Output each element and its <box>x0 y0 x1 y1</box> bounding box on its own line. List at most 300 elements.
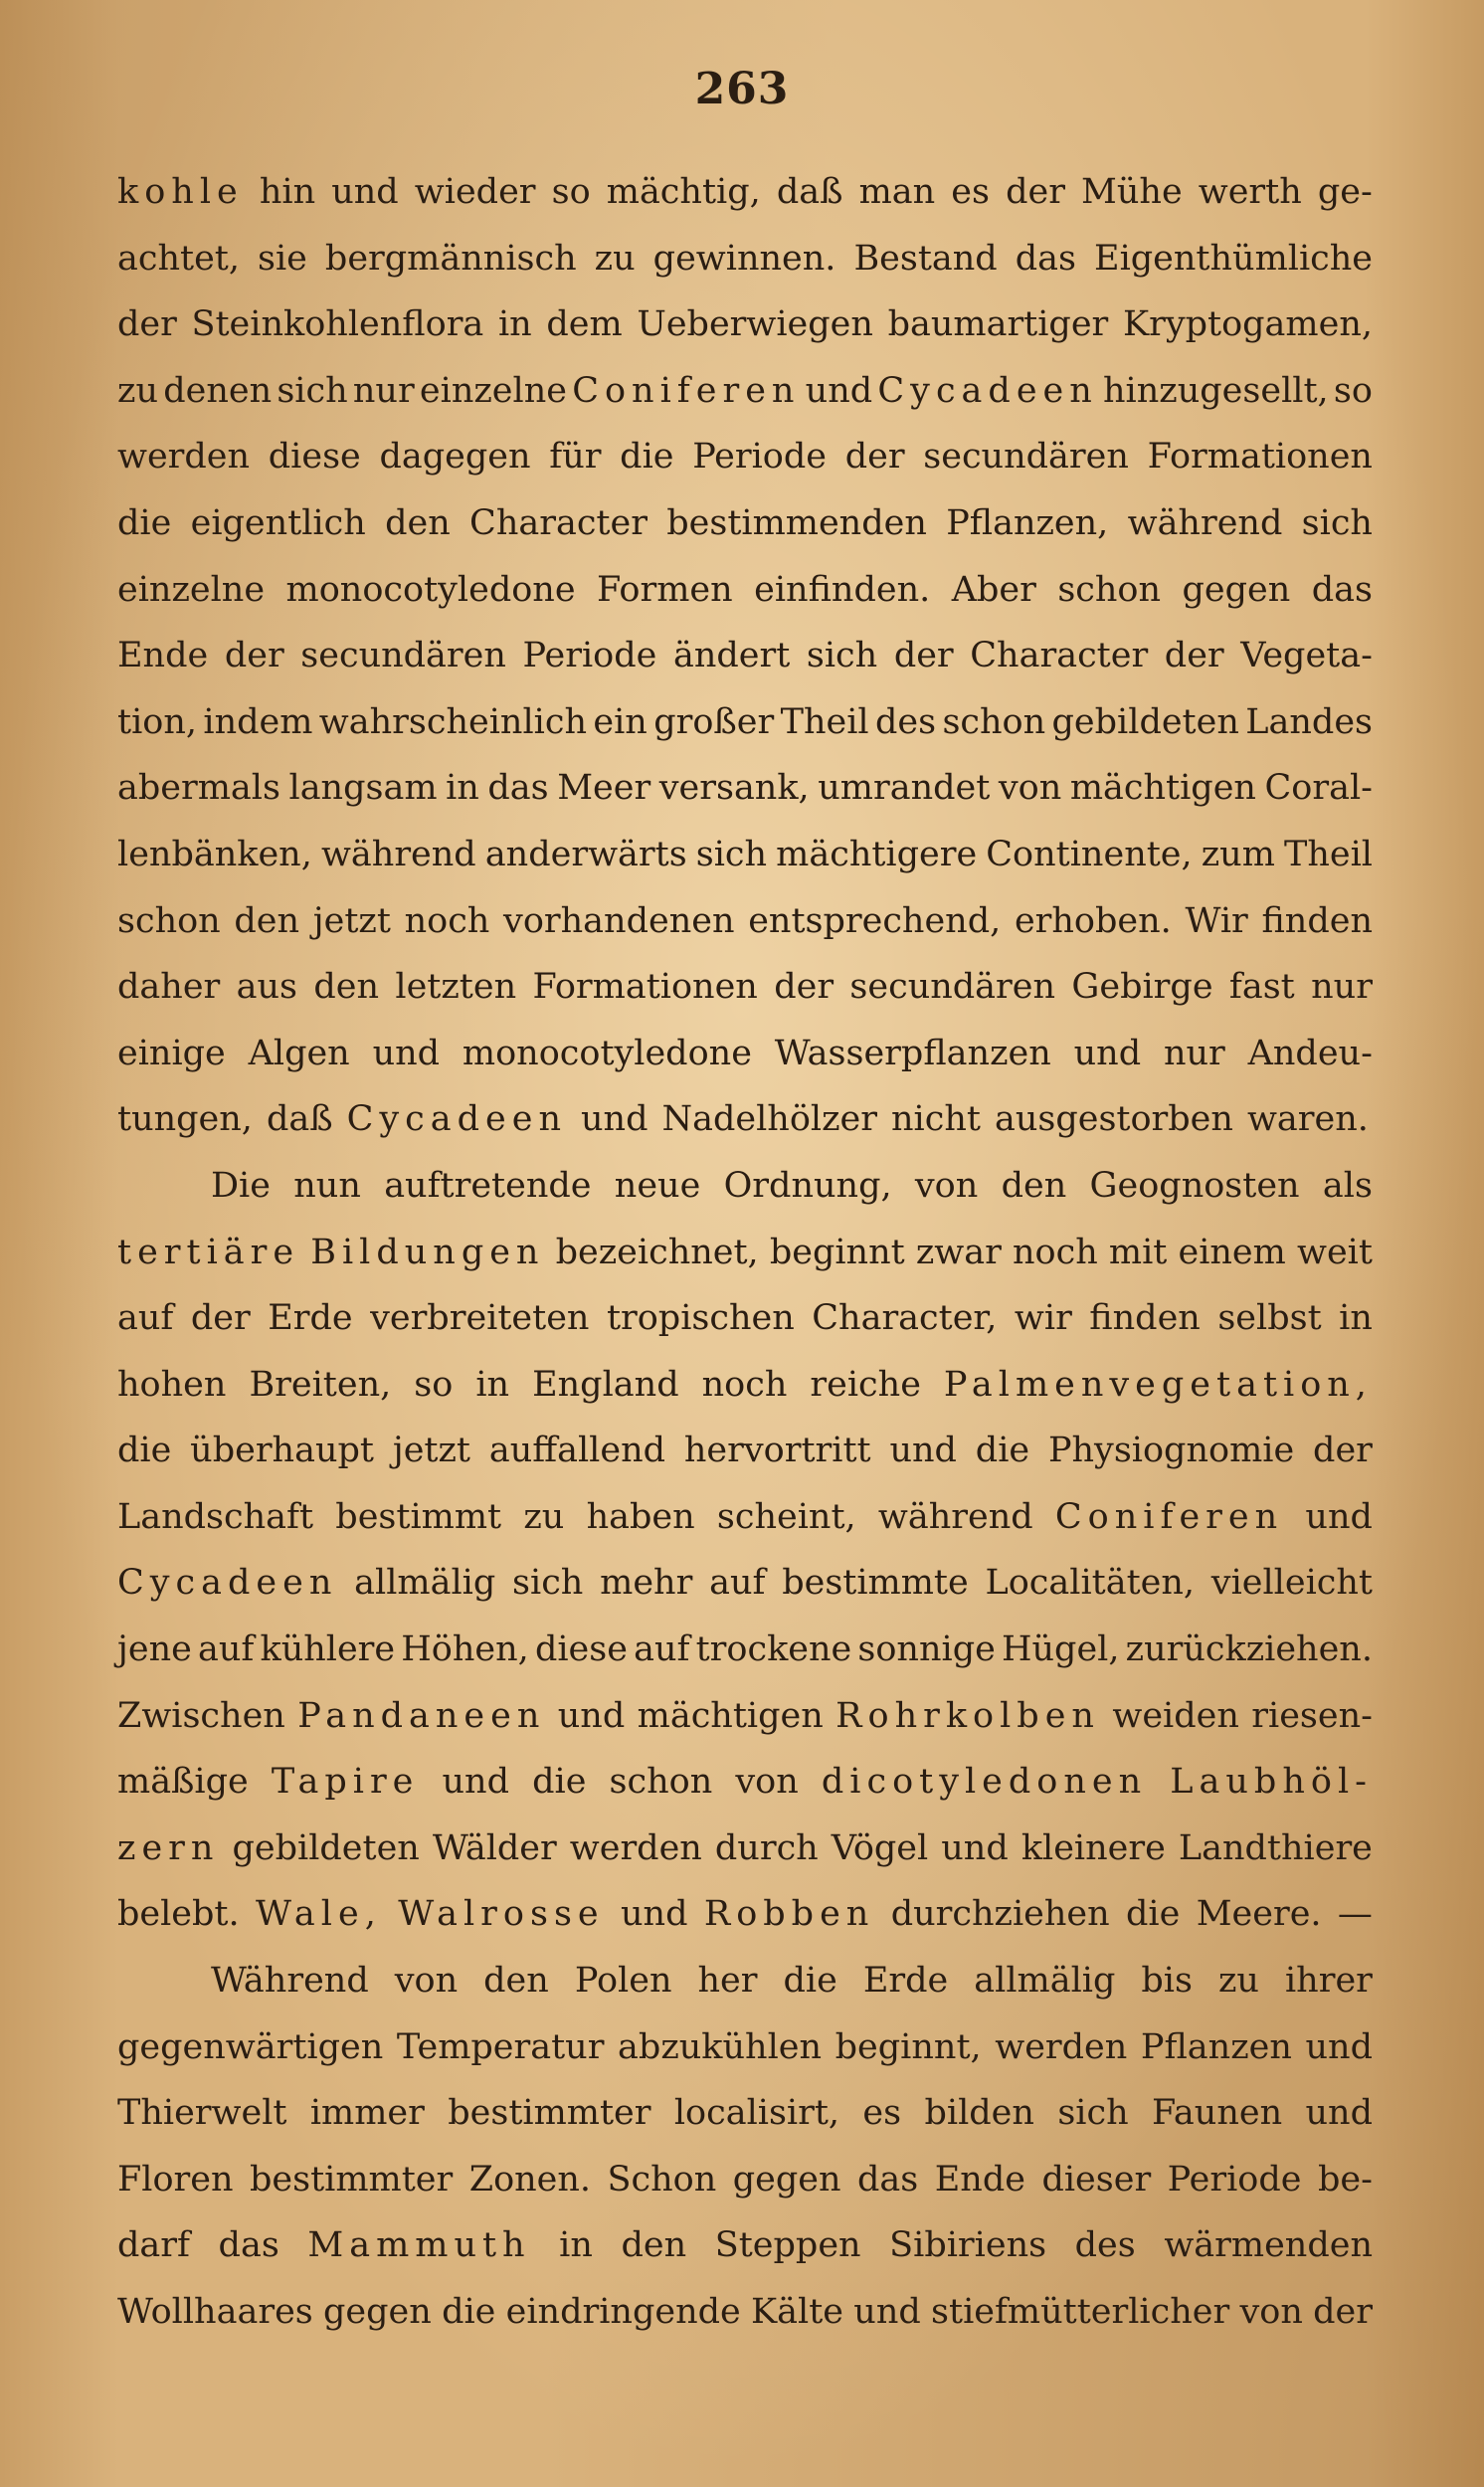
word: und <box>581 1099 649 1140</box>
word: einem <box>1178 1232 1286 1272</box>
word: mächtigen <box>637 1695 824 1736</box>
word: Theil <box>780 701 869 742</box>
word: und <box>331 172 399 212</box>
word: überhaupt <box>190 1431 374 1471</box>
word: Breiten, <box>249 1364 392 1405</box>
text-line <box>117 358 1373 425</box>
word: der <box>844 437 905 478</box>
word: ge- <box>1317 172 1373 212</box>
text-line <box>117 1086 1373 1153</box>
word: kohle <box>117 172 244 212</box>
word: den <box>234 900 300 941</box>
text-line <box>117 1617 1373 1683</box>
word: Walrosse <box>398 1894 605 1935</box>
word: dem <box>546 304 623 345</box>
word: Thierwelt <box>117 2093 287 2134</box>
word: daß <box>776 172 843 212</box>
word: scheint, <box>716 1496 856 1537</box>
word: monocotyledone <box>462 1033 752 1073</box>
text-line <box>117 1285 1373 1352</box>
word: hinzugesellt, <box>1103 370 1329 411</box>
word: Gebirge <box>1071 967 1213 1008</box>
word: Continente, <box>986 834 1193 874</box>
word: baumartiger <box>887 304 1109 345</box>
word: gebildeten <box>232 1827 420 1868</box>
word: Kälte <box>751 2292 844 2332</box>
word: in <box>1339 1298 1373 1339</box>
word: Landschaft <box>117 1496 314 1537</box>
word: jetzt <box>392 1431 470 1471</box>
word: Zwischen <box>117 1695 285 1736</box>
word: mit <box>1108 1232 1168 1272</box>
word: Coniferen <box>1054 1496 1284 1537</box>
word: secundären <box>849 967 1056 1008</box>
word: weit <box>1296 1232 1373 1272</box>
word: dagegen <box>379 437 531 478</box>
word: Cycadeen <box>117 1563 338 1604</box>
word: jetzt <box>312 900 391 941</box>
word: auftretende <box>384 1165 592 1206</box>
word: stiefmütterlicher <box>931 2292 1230 2332</box>
word: Erde <box>268 1298 353 1339</box>
word: und <box>1073 1033 1142 1073</box>
word: Eigenthümliche <box>1094 238 1373 279</box>
word: schon <box>609 1762 713 1803</box>
word: verbreiteten <box>370 1298 590 1339</box>
word: durchziehen <box>890 1894 1110 1935</box>
text-line <box>117 1418 1373 1484</box>
word: anderwärts <box>484 834 687 874</box>
word: trockene <box>695 1629 852 1670</box>
word: und <box>442 1762 510 1803</box>
word: tungen, <box>117 1099 253 1140</box>
word: England <box>532 1364 679 1405</box>
text-line <box>117 159 1373 226</box>
word: und <box>941 1827 1009 1868</box>
text-line <box>117 1153 1373 1220</box>
word: den <box>1001 1165 1067 1206</box>
word: diese <box>534 1629 628 1670</box>
word: — <box>1337 1894 1373 1935</box>
text-line <box>117 1220 1373 1286</box>
word: Sibiriens <box>889 2225 1047 2266</box>
word: und <box>620 1894 688 1935</box>
word: Meere. <box>1196 1894 1322 1935</box>
text-line <box>117 1550 1373 1617</box>
word: ausgestorben <box>994 1099 1233 1140</box>
word: gegen <box>732 2159 841 2200</box>
word: Floren <box>117 2159 234 2200</box>
word: Hügel, <box>1001 1629 1120 1670</box>
word: dicotyledonen <box>821 1762 1148 1803</box>
word: während <box>877 1496 1033 1537</box>
text-line <box>117 1749 1373 1816</box>
word: die <box>442 2292 496 2332</box>
word: Vegeta- <box>1240 636 1373 676</box>
word: noch <box>701 1364 788 1405</box>
word: und <box>372 1033 441 1073</box>
word: bilden <box>924 2093 1034 2134</box>
word: Landes <box>1245 701 1373 742</box>
word: den <box>385 502 451 543</box>
word: in <box>446 768 479 809</box>
word: Pflanzen, <box>946 502 1109 543</box>
word: Faunen <box>1152 2093 1283 2134</box>
word: Formationen <box>1147 437 1373 478</box>
word: und <box>1305 2093 1373 2134</box>
word: Vögel <box>831 1827 929 1868</box>
word: finden <box>1261 900 1373 941</box>
word: es <box>862 2093 902 2134</box>
word: während <box>1127 502 1283 543</box>
word: wahrscheinlich <box>318 701 587 742</box>
word: nur <box>352 370 415 411</box>
word: Ordnung, <box>723 1165 892 1206</box>
word: Zonen. <box>468 2159 592 2200</box>
word: sie <box>258 238 307 279</box>
word: ändert <box>672 636 791 676</box>
word: das <box>218 2225 279 2266</box>
word: selbst <box>1217 1298 1322 1339</box>
word: Physiognomie <box>1047 1431 1295 1471</box>
word: umrandet <box>818 768 991 809</box>
word: vorhandenen <box>503 900 735 941</box>
word: Cycadeen <box>877 370 1098 411</box>
word: weiden <box>1112 1695 1239 1736</box>
word: secundären <box>923 437 1129 478</box>
word: sich <box>806 636 878 676</box>
word: versank, <box>658 768 810 809</box>
text-line <box>117 623 1373 689</box>
text-line <box>117 2014 1373 2081</box>
word: bestimmter <box>448 2093 651 2134</box>
word: der <box>1313 1431 1373 1471</box>
text-line <box>117 2080 1373 2147</box>
word: so <box>1333 370 1373 411</box>
word: bestimmt <box>335 1496 502 1537</box>
word: waren. <box>1246 1099 1369 1140</box>
word: von <box>998 768 1062 809</box>
text-line <box>117 291 1373 358</box>
word: auf <box>634 1629 690 1670</box>
word: der <box>1313 2292 1373 2332</box>
word: Aber <box>951 569 1036 610</box>
word: sich <box>277 370 348 411</box>
word: Algen <box>248 1033 350 1073</box>
word: Landthiere <box>1178 1827 1373 1868</box>
word: allmälig <box>974 1961 1116 2002</box>
word: Nadelhölzer <box>661 1099 877 1140</box>
word: Wir <box>1185 900 1248 941</box>
word: haben <box>586 1496 695 1537</box>
text-line <box>117 1948 1373 2014</box>
word: von <box>1239 2292 1303 2332</box>
word: den <box>621 2225 687 2266</box>
word: bestimmte <box>782 1563 969 1604</box>
word: der <box>224 636 284 676</box>
text-line <box>117 1816 1373 1882</box>
word: mächtigen <box>1069 768 1256 809</box>
word: dieser <box>1041 2159 1152 2200</box>
word: Polen <box>574 1961 672 2002</box>
body-text <box>117 159 1373 2346</box>
word: Wasserpflanzen <box>774 1033 1051 1073</box>
text-line <box>117 1881 1373 1948</box>
word: als <box>1322 1165 1373 1206</box>
word: Periode <box>522 636 657 676</box>
text-line <box>117 2212 1373 2279</box>
word: beginnt <box>769 1232 905 1272</box>
word: mehr <box>600 1563 693 1604</box>
word: nur <box>1311 967 1373 1008</box>
word: das <box>487 768 549 809</box>
word: bergmännisch <box>324 238 577 279</box>
word: erhoben. <box>1014 900 1172 941</box>
word: Formationen <box>532 967 758 1008</box>
word: Wälder <box>432 1827 557 1868</box>
word: denen <box>163 370 273 411</box>
word: Erde <box>862 1961 949 2002</box>
word: der <box>1006 172 1065 212</box>
word: Wollhaares <box>117 2292 313 2332</box>
word: bis <box>1141 1961 1193 2002</box>
word: Robben <box>703 1894 875 1935</box>
word: und <box>889 1431 957 1471</box>
word: sich <box>695 834 768 874</box>
page-number: 263 <box>694 64 790 114</box>
word: auf <box>709 1563 766 1604</box>
word: immer <box>309 2093 425 2134</box>
word: nun <box>293 1165 361 1206</box>
word: das <box>1311 569 1373 610</box>
word: wärmenden <box>1164 2225 1373 2266</box>
word: gegen <box>323 2292 432 2332</box>
text-line <box>117 2147 1373 2213</box>
word: Mammuth <box>307 2225 531 2266</box>
word: Palmenvegetation, <box>943 1364 1373 1405</box>
word: der <box>893 636 954 676</box>
word: eindringende <box>505 2292 741 2332</box>
word: tropischen <box>606 1298 795 1339</box>
text-line <box>117 954 1373 1021</box>
word: die <box>620 437 674 478</box>
word: jene <box>117 1629 192 1670</box>
word: mächtigere <box>776 834 978 874</box>
word: Localitäten, <box>985 1563 1196 1604</box>
word: belebt. <box>117 1894 240 1935</box>
word: einzelne <box>419 370 567 411</box>
word: letzten <box>395 967 517 1008</box>
word: Höhen, <box>401 1629 529 1670</box>
text-line <box>117 689 1373 756</box>
word: gebildeten <box>1051 701 1239 742</box>
word: finden <box>1089 1298 1201 1339</box>
word: Mühe <box>1081 172 1183 212</box>
word: wir <box>1014 1298 1072 1339</box>
word: ein <box>593 701 648 742</box>
word: localisirt, <box>673 2093 840 2134</box>
word: zu <box>594 238 636 279</box>
word: tertiäre <box>117 1232 300 1272</box>
text-line <box>117 2279 1373 2346</box>
word: in <box>497 304 532 345</box>
word: Ende <box>117 636 209 676</box>
word: kleinere <box>1020 1827 1166 1868</box>
word: be- <box>1317 2159 1373 2200</box>
word: die <box>117 502 172 543</box>
word: in <box>559 2225 593 2266</box>
word: das <box>1015 238 1076 279</box>
word: von <box>394 1961 459 2002</box>
word: einfinden. <box>754 569 931 610</box>
text-line <box>117 888 1373 955</box>
word: der <box>190 1298 251 1339</box>
word: des <box>874 701 937 742</box>
word: werden <box>995 2026 1128 2067</box>
word: Character <box>469 502 648 543</box>
word: diese <box>268 437 361 478</box>
word: Periode <box>692 437 827 478</box>
word: einzelne <box>117 569 266 610</box>
word: auf <box>197 1629 255 1670</box>
text-line <box>117 490 1373 557</box>
word: sich <box>512 1563 584 1604</box>
word: reiche <box>810 1364 921 1405</box>
word: sich <box>1057 2093 1129 2134</box>
word: die <box>975 1431 1030 1471</box>
word: schon <box>117 900 221 941</box>
word: gewinnen. <box>652 238 836 279</box>
word: beginnt, <box>835 2026 982 2067</box>
word: Character, <box>812 1298 998 1339</box>
word: sich <box>1301 502 1373 543</box>
word: Wale, <box>255 1894 382 1935</box>
word: zu <box>117 370 158 411</box>
word: bestimmter <box>250 2159 454 2200</box>
word: riesen- <box>1251 1695 1373 1736</box>
word: mäßige <box>117 1762 249 1803</box>
word: zern <box>117 1827 220 1868</box>
word: und <box>805 370 873 411</box>
word: den <box>483 1961 549 2002</box>
word: aus <box>236 967 297 1008</box>
word: Laubhöl- <box>1170 1762 1373 1803</box>
word: Bildungen <box>310 1232 545 1272</box>
word: indem <box>203 701 313 742</box>
word: so <box>414 1364 454 1405</box>
word: Periode <box>1167 2159 1302 2200</box>
word: des <box>1074 2225 1136 2266</box>
word: der <box>774 967 835 1008</box>
word: secundären <box>300 636 506 676</box>
word: Steinkohlenflora <box>191 304 484 345</box>
word: und <box>557 1695 626 1736</box>
word: noch <box>1012 1232 1098 1272</box>
word: Pflanzen <box>1140 2026 1292 2067</box>
word: auf <box>117 1298 174 1339</box>
text-line <box>117 424 1373 490</box>
word: Bestand <box>853 238 998 279</box>
text-line <box>117 1484 1373 1551</box>
word: von <box>735 1762 799 1803</box>
word: in <box>475 1364 510 1405</box>
word: lenbänken, <box>117 834 312 874</box>
word: sonnige <box>857 1629 996 1670</box>
word: Rohrkolben <box>835 1695 1100 1736</box>
word: schon <box>1057 569 1162 610</box>
word: noch <box>404 900 490 941</box>
word: abermals <box>117 768 280 809</box>
word: zu <box>1217 1961 1259 2002</box>
word: Theil <box>1284 834 1373 874</box>
word: die <box>783 1961 837 2002</box>
text-line <box>117 755 1373 822</box>
word: zu <box>523 1496 565 1537</box>
text-line <box>117 226 1373 292</box>
word: Schon <box>607 2159 717 2200</box>
word: zurückziehen. <box>1125 1629 1373 1670</box>
word: Steppen <box>714 2225 861 2266</box>
word: das <box>857 2159 919 2200</box>
word: Pandaneen <box>297 1695 546 1736</box>
word: daher <box>117 967 221 1008</box>
word: nicht <box>891 1099 981 1140</box>
word: werth <box>1198 172 1302 212</box>
word: langsam <box>288 768 438 809</box>
word: entsprechend, <box>748 900 1002 941</box>
word: bezeichnet, <box>555 1232 759 1272</box>
word: Temperatur <box>396 2026 605 2067</box>
word: großer <box>653 701 775 742</box>
word: Während <box>211 1961 369 2002</box>
word: und <box>1305 1496 1373 1537</box>
word: ihrer <box>1284 1961 1373 2002</box>
word: monocotyledone <box>285 569 576 610</box>
word: hervortritt <box>683 1431 871 1471</box>
word: eigentlich <box>190 502 366 543</box>
word: während <box>320 834 476 874</box>
word: daß <box>266 1099 333 1140</box>
word: es <box>951 172 990 212</box>
word: Tapire <box>271 1762 420 1803</box>
word: Character <box>970 636 1149 676</box>
word: wieder <box>414 172 536 212</box>
word: hin <box>259 172 316 212</box>
text-line <box>117 822 1373 888</box>
word: Coniferen <box>572 370 801 411</box>
word: die <box>532 1762 587 1803</box>
word: Meer <box>557 768 651 809</box>
word: zwar <box>915 1232 1002 1272</box>
word: kühlere <box>260 1629 396 1670</box>
word: nur <box>1163 1033 1225 1073</box>
word: den <box>313 967 380 1008</box>
word: gegenwärtigen <box>117 2026 384 2067</box>
word: Cycadeen <box>346 1099 567 1140</box>
word: schon <box>942 701 1046 742</box>
word: darf <box>117 2225 190 2266</box>
word: her <box>697 1961 758 2002</box>
word: Andeu- <box>1247 1033 1373 1073</box>
word: auffallend <box>488 1431 666 1471</box>
word: werden <box>117 437 251 478</box>
word: gegen <box>1182 569 1291 610</box>
word: Geognosten <box>1089 1165 1300 1206</box>
word: werden <box>569 1827 702 1868</box>
word: so <box>551 172 591 212</box>
word: durch <box>714 1827 819 1868</box>
word: neue <box>614 1165 701 1206</box>
